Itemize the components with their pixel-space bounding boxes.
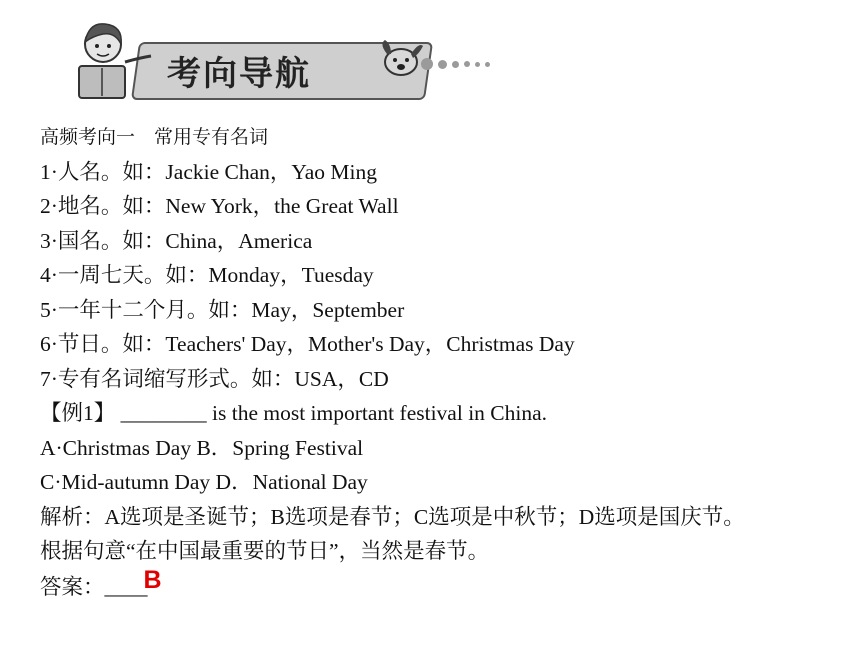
- list-item: 1·人名。如：Jackie Chan，Yao Ming: [40, 159, 378, 184]
- section-banner: [75, 18, 495, 103]
- question-text: is the most important festival in China.: [206, 401, 548, 425]
- list-item: 3·国名。如：China，America: [40, 228, 313, 253]
- analysis-line: 根据句意“在中国最重要的节日”，当然是春节。: [40, 539, 490, 563]
- list-item: 5·一年十二个月。如：May，September: [40, 297, 405, 322]
- answer-blank: ____: [104, 574, 148, 599]
- list-item: 7·专有名词缩写形式。如：USA，CD: [40, 366, 389, 391]
- list-item: 4·一周七天。如：Monday，Tuesday: [40, 263, 374, 287]
- list-item: 6·节日。如：Teachers' Day，Mother's Day，Christmas Day: [40, 332, 575, 356]
- girl-reading-icon: [75, 18, 155, 102]
- answer-value: B: [143, 565, 162, 594]
- list-item: 2·地名。如：New York，the Great Wall: [40, 194, 399, 218]
- answer-label: 答案：: [40, 574, 105, 599]
- example-label: 【例1】: [40, 401, 116, 425]
- options-line-ab: A·Christmas Day B．Spring Festival: [40, 435, 364, 460]
- lesson-content: [40, 120, 850, 603]
- analysis-line: 解析：A选项是圣诞节；B选项是春节；C选项是中秋节；D选项是国庆节。: [40, 504, 745, 529]
- options-line-cd: C·Mid-autumn Day D．National Day: [40, 470, 368, 494]
- answer-line: [40, 565, 850, 604]
- section-heading: 高频考向一 常用专有名词: [40, 126, 269, 148]
- question-blank: ________: [120, 401, 207, 425]
- banner-title: 考向导航: [167, 54, 311, 94]
- decorative-dots: [421, 58, 490, 70]
- dog-icon: [375, 34, 427, 86]
- example-question: [40, 396, 850, 431]
